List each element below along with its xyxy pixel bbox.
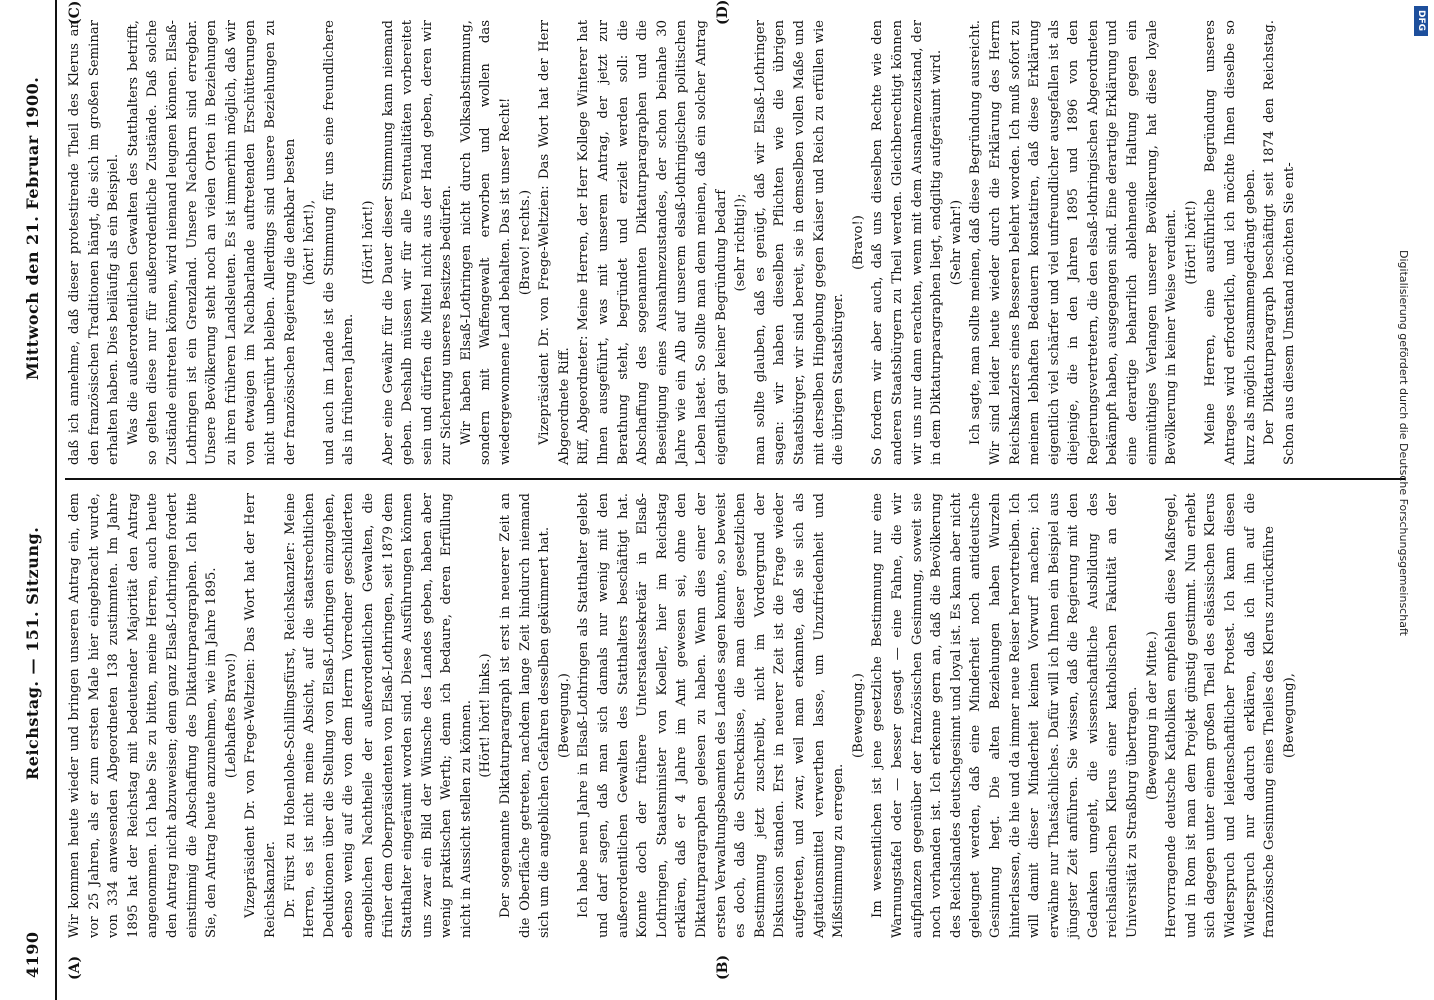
paragraph: (sehr richtig!); — [733, 193, 749, 292]
column-divider — [65, 478, 1405, 480]
paragraph: So fordern wir aber auch, daß uns dieselben Rechte wie den anderen Staatsbürgern zu Theil werden. Gleichberechtigt können wir uns nur dann erachten, wenn mit dem Ausnahmezustand, der in dem Diktaturparagraphen liegt, endgiltig aufgeräumt wird. — [870, 20, 945, 465]
running-header — [15, 0, 55, 1000]
session-date: Mittwoch den 21. Februar 1900. — [23, 76, 42, 380]
paragraph: (Bewegung in der Mitte.) — [1144, 631, 1160, 800]
paragraph: (Sehr wahr!) — [948, 199, 964, 286]
paragraph: Ich sagte, man sollte meinen, daß diese Begründung ausreicht. Wir sind leider heute wieder durch die Erklärung des Herrn Reichskanzlers eines Besseren belehrt worden. Ich muß sofort zu meinem lebhaften Bedauern konstatiren, daß diese Erklärung eigentlich viel schärfer und viel unfreundlicher ausgefallen ist als diejenige, die in den Jahren 1895 und 1896 von den Regierungsvertretern, die den elsaß-lothringischen Abgeordneten bekämpft haben, ausgegangen sind. Eine derartige Erklärung und eine derartige beharrlich ablehnende Haltung gegen ein einmüthiges Verlangen unserer Bevölkerung, hat diese loyale Bevölkerung in keiner Weise verdient. — [968, 20, 1180, 465]
paragraph: Wir kommen heute wieder und bringen unseren Antrag ein, dem vor 25 Jahren, als er zum ersten Male hier eingebracht wurde, von 334 anwesenden Abgeordneten 138 zustimmten. Im Jahre 1895 hat der Reichstag mit bedeutender Majorität den Antrag angenommen. Ich habe Sie zu bitten, meine Herren, auch heute den Antrag nicht abzuweisen; denn ganz Elsaß-Lothringen fordert einstimmig die Abschaffung des Diktaturparagraphen. Ich bitte Sie, den Antrag heute anzunehmen, wie im Jahre 1895. — [67, 493, 220, 938]
paragraph: (Lebhaftes Bravo!) — [223, 652, 239, 779]
paragraph: (Bewegung.) — [556, 673, 572, 758]
paragraph: Im wesentlichen ist jene gesetzliche Bestimmung nur eine Warnungstafel oder — besser gesagt — eine Fahne, die wir aufpflanzen gegenüber der französischen Gesinnung, soweit sie noch vorhanden ist. Ich erkenne gern an, daß die Bevölkerung des Reichslandes deutschgesinnt und loyal ist. Es kann aber nicht geleugnet werden, daß eine Minderheit noch antideutsche Gesinnung hegt. Die alten Beziehungen haben Wurzeln hinterlassen, die hie und da immer neue Reiser hervortreiben. Ich will damit dieser Minderheit keinen Vorwurf machen; ich erwähne nur Thatsächliches. Dafür will ich Ihnen ein Beispiel aus jüngster Zeit anführen. Sie wissen, daß die Regierung mit den Gedanken umgeht, die wissenschaftliche Ausbildung des reichsländischen Klerus einer katholischen Fakultät an der Universität zu Straßburg übertragen. — [870, 493, 1141, 938]
paragraph: man sollte glauben, daß es genügt, daß wir Elsaß-Lothringer sagen: wir haben dieselben Pflichten wie die übrigen Staatsbürger, wir sind bereit, sie in demselben vollen Maße und mit derselben Hingebung gegen Kaiser und Reich zu erfüllen wie die übrigen Staatsbürger. — [752, 20, 847, 465]
paragraph: Hervorragende deutsche Katholiken empfehlen diese Maßregel, und in Rom ist man dem Projekt günstig gestimmt. Nun erhebt sich dagegen unter einem großen Theil des elsässischen Klerus Widerspruch und leidenschaftlicher Protest. Ich kann diesen Widerspruch nur dadurch erklären, daß ich ihn auf die französische Gesinnung eines Theiles des Klerus zurückführe — [1164, 493, 1278, 938]
paragraph: (Hört! hört!) — [360, 200, 376, 285]
paragraph: (Hört! hört!) — [1183, 200, 1199, 285]
rotated-page — [15, 0, 1415, 1000]
page-number: 4190 — [23, 931, 42, 978]
dfg-logo: DFG — [1414, 6, 1428, 36]
margin-mark-b: (B) — [715, 954, 731, 980]
paragraph: (Bewegung.) — [850, 673, 866, 758]
margin-mark-a: (A) — [67, 955, 83, 980]
paragraph: und auch im Lande ist die Stimmung für uns eine freundlichere als in früheren Jahren. — [321, 20, 357, 465]
session-title: Reichstag. — 151. Sitzung. — [23, 526, 42, 780]
right-text-column — [65, 20, 1299, 465]
digitization-credit: Digitalisierung gefördert durch die Deutsche Forschungsgemeinschaft — [1397, 250, 1410, 636]
paragraph: Meine Herren, eine ausführliche Begründung unseres Antrages wird erforderlich, und ich möchte Ihnen dieselbe so kurz als möglich zusammengedrängt geben. — [1203, 20, 1258, 465]
margin-mark-d: (D) — [715, 0, 731, 25]
left-text-column — [65, 493, 1299, 938]
paragraph: (Bravo!) — [850, 215, 866, 270]
paragraph: daß ich annehme, daß dieser protestirende Theil des Klerus an den französischen Traditionen hängt, die sich im großen Seminar erhalten haben. Dies beiläufig als ein Beispiel. — [67, 20, 122, 465]
paragraph: Vizepräsident Dr. von Frege-Weltzien: Das Wort hat der Herr Abgeordnete Riff. — [537, 20, 572, 465]
paragraph: Wir haben Elsaß-Lothringen nicht durch Volksabstimmung, sondern mit Waffengewalt erworben und wollen das wiedergewonnene Land behalten. Das ist unser Recht! — [458, 20, 514, 465]
paragraph: (Bewegung), — [1281, 673, 1297, 758]
paragraph: (Hört! hört! links.) — [478, 653, 494, 778]
paragraph: Der sogenannte Diktaturparagraph ist erst in neuerer Zeit an die Oberfläche getreten, nachdem lange Zeit hindurch niemand sich um die angeblichen Gefahren desselben gekümmert hat. — [498, 493, 553, 938]
paragraph: Aber eine Gewähr für die Dauer dieser Stimmung kann niemand geben. Deshalb müssen wir für alle Eventualitäten vorbereitet sein und dürfen die Mittel nicht aus der Hand geben, deren wir zur Sicherung unseres Besitzes bedürfen. — [380, 20, 455, 465]
paragraph: (hört! hört!), — [302, 199, 318, 286]
margin-mark-c: (C) — [67, 0, 83, 25]
paragraph: (Bravo! rechts.) — [517, 189, 533, 296]
paragraph: Riff, Abgeordneter: Meine Herren, der Herr Kollege Winterer hat Ihnen ausgeführt, was mit unserem Antrag, der jetzt zur Berathung steht, begründet und erzielt werden soll: die Abschaffung des sogenannten Diktaturparagraphen und die Beseitigung eines Ausnahmezustandes, der schon beinahe 30 Jahre wie ein Alb auf unserem elsaß-lothringischen politischen Leben lastet. So sollte man denn meinen, daß ein solcher Antrag eigentlich gar keiner Begründung bedarf — [576, 20, 729, 465]
paragraph: Was die außerordentlichen Gewalten des Statthalters betrifft, so gelten diese nur für außerordentliche Zustände. Daß solche Zustände eintreten können, wird niemand leugnen können. Elsaß-Lothringen ist ein Grenzland. Unsere Nachbarn sind erregbar. Unsere Bevölkerung steht noch an vielen Orten in Beziehungen zu ihren früheren Landsleuten. Es ist immerhin möglich, daß wir von etwaigen im Nachbarlande auftretenden Erschütterungen nicht unberührt bleiben. Allerdings sind unsere Beziehungen zu der französischen Regierung die denkbar besten — [125, 20, 298, 465]
paragraph: Vizepräsident Dr. von Frege-Weltzien: Das Wort hat der Herr Reichskanzler. — [243, 493, 278, 938]
paragraph: Der Diktaturparagraph beschäftigt seit 1874 den Reichstag. Schon aus diesem Umstand möchten Sie ent- — [1262, 20, 1297, 465]
paragraph: Dr. Fürst zu Hohenlohe-Schillingsfürst, Reichskanzler: Meine Herren, es ist nicht meine Absicht, auf die staatsrechtlichen Deduktionen über die Stellung von Elsaß-Lothringen einzugehen, ebenso wenig auf die von dem Herrn Vorredner geschilderten angeblichen Nachtheile der außerordentlichen Gewalten, die früher dem Oberpräsidenten von Elsaß-Lothringen, seit 1879 dem Statthalter eingeräumt worden sind. Diese Ausführungen können uns zwar ein Bild der Wünsche des Landes geben, haben aber wenig praktischen Werth; denn ich bedaure, deren Erfüllung nicht in Aussicht stellen zu können. — [282, 493, 474, 938]
paragraph: Ich habe neun Jahre in Elsaß-Lothringen als Statthalter gelebt und darf sagen, daß man sich damals nur wenig mit den außerordentlichen Gewalten des Statthalters beschäftigt hat. Konnte doch der frühere Unterstaatssekretär in Elsaß-Lothringen, Staatsminister von Koeller, hier im Reichstag erklären, daß er 4 Jahre im Amt gewesen sei, ohne den Diktaturparagraphen gelesen zu haben. Wenn dies einer der ersten Verwaltungsbeamten des Landes sagen konnte, so beweist es doch, daß die Schrecknisse, die man dieser gesetzlichen Bestimmung jetzt zuschreibt, nicht im Vordergrund der Diskussion standen. Erst in neuerer Zeit ist die Frage wieder aufgetreten, und zwar, weil man erkannte, daß sie sich als Agitationsmittel verwerthen lasse, um Unzufriedenheit und Mißstimmung zu erregen. — [576, 493, 847, 938]
header-rule — [55, 0, 57, 1000]
